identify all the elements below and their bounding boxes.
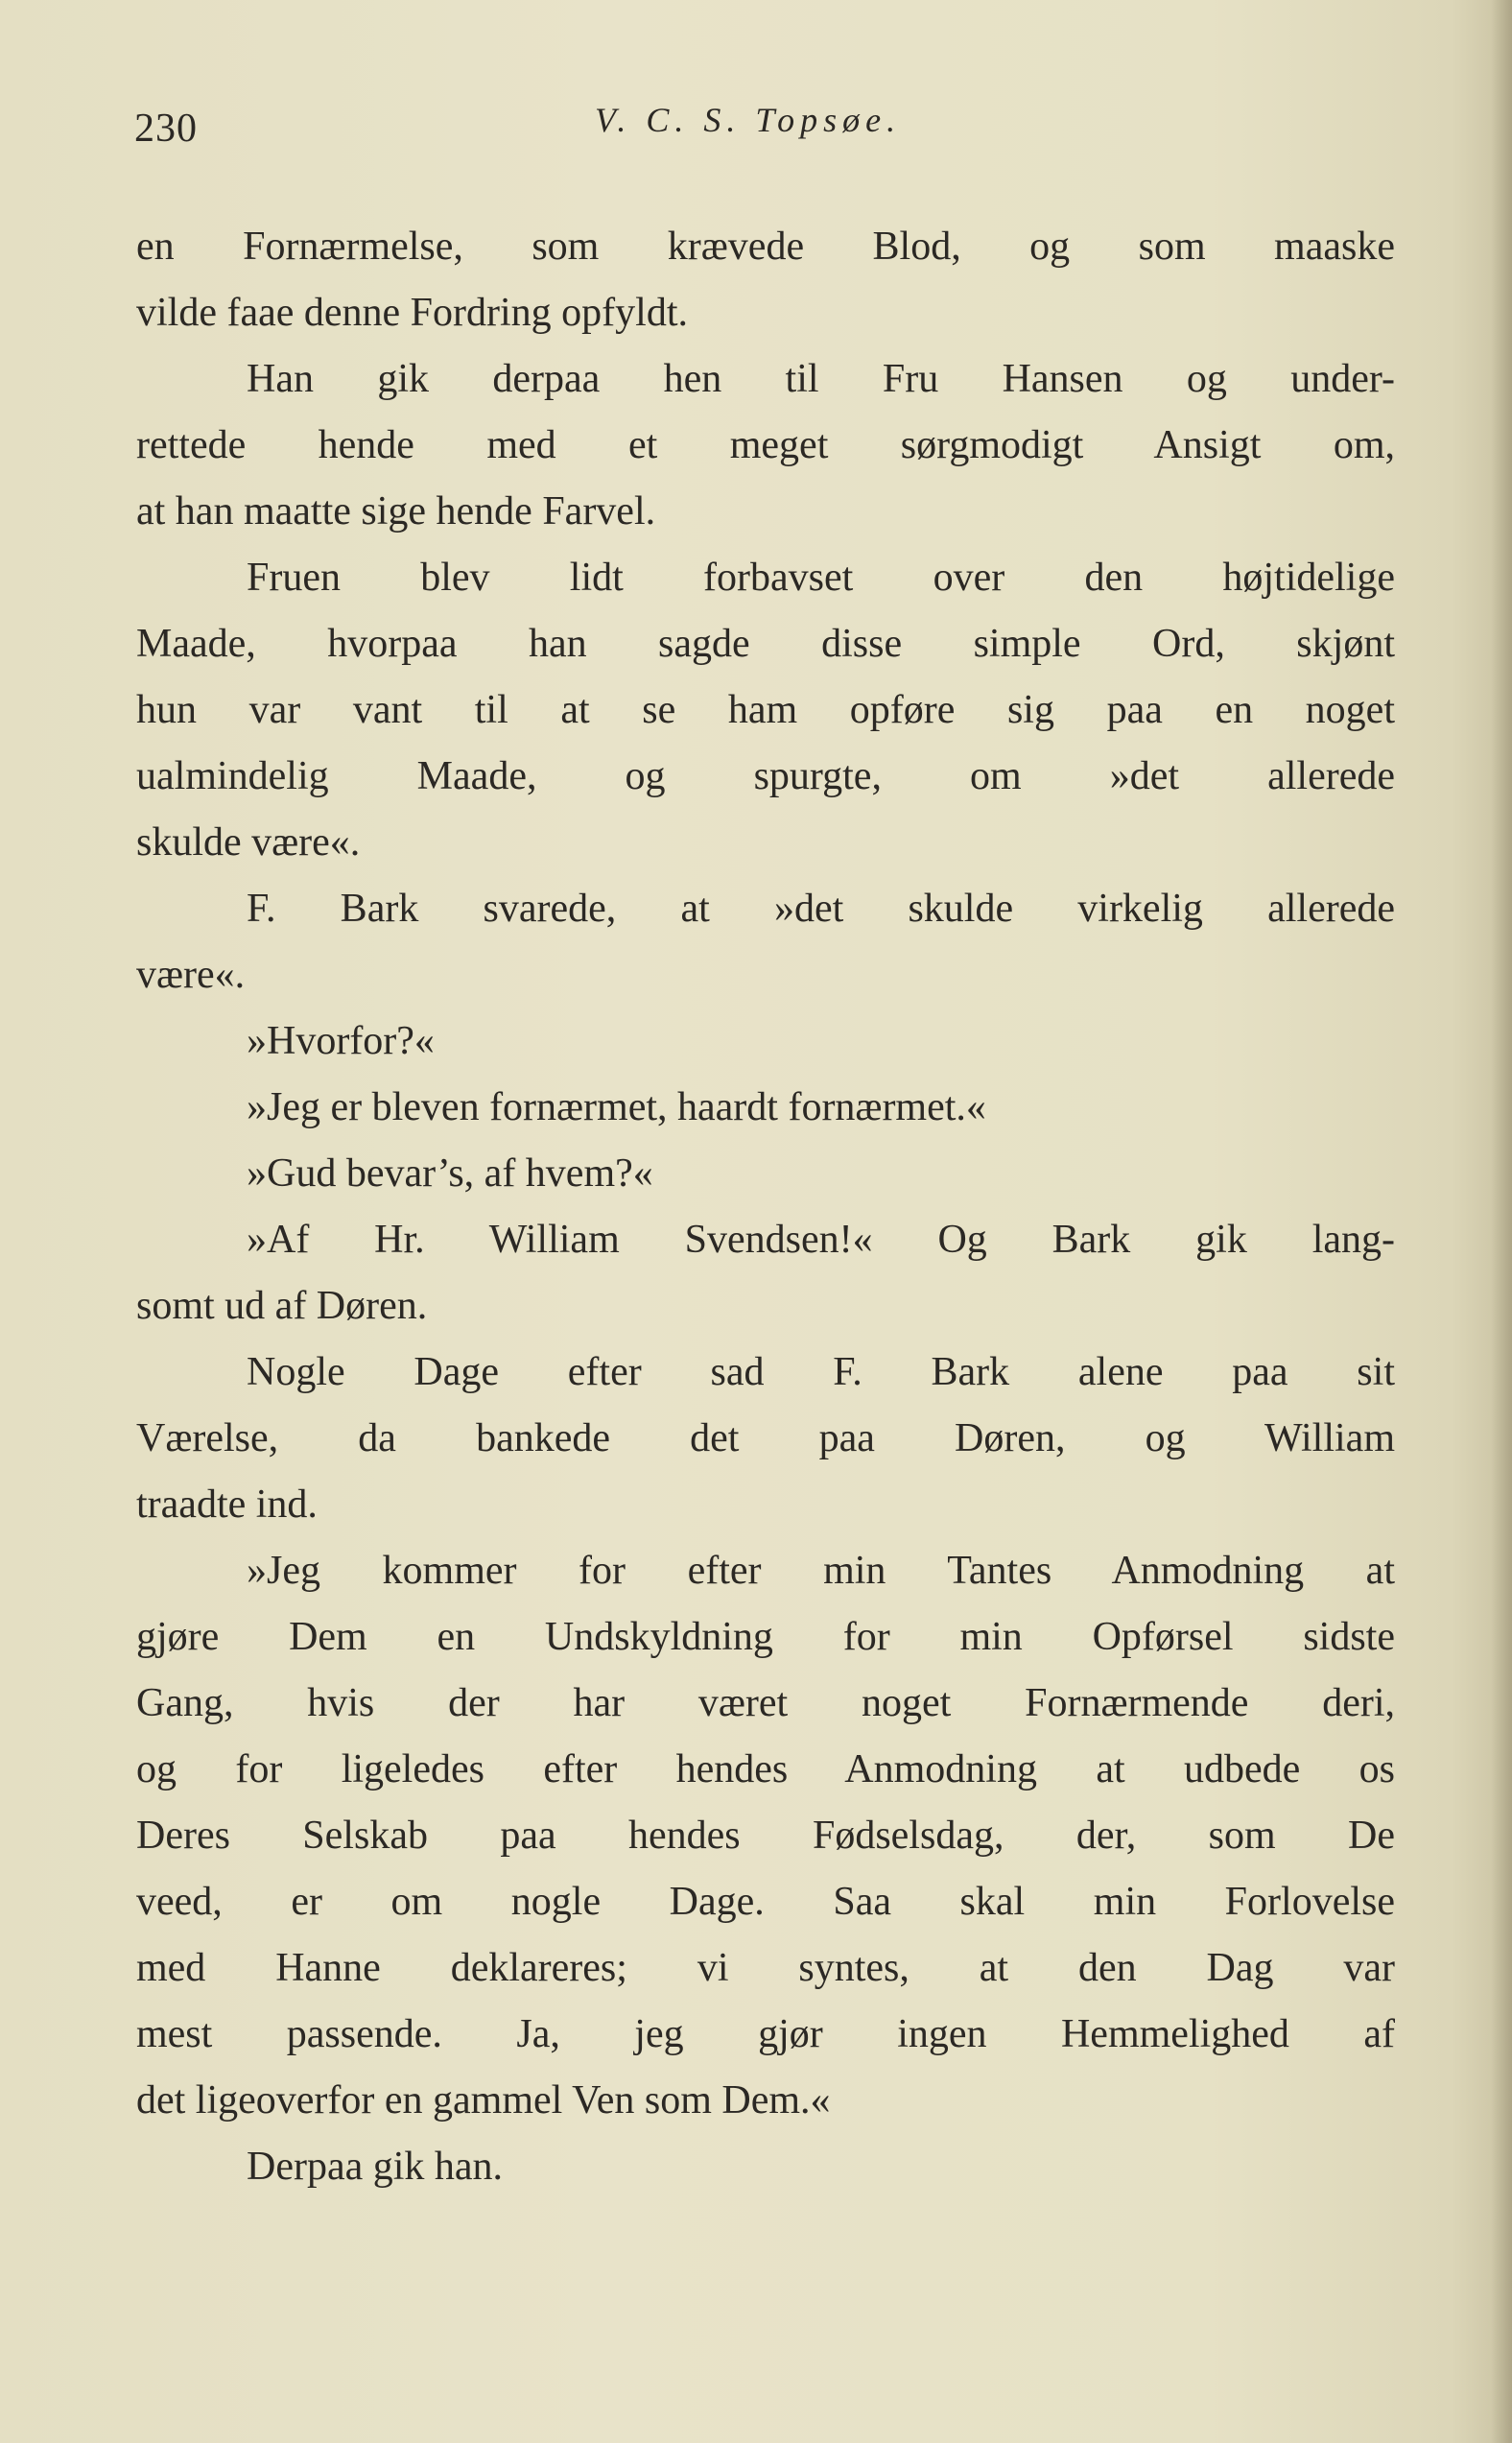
text-line: Nogle Dage efter sad F. Bark alene paa sit bbox=[247, 1350, 1395, 1394]
text-line: Gang, hvis der har været noget Fornærmende deri, bbox=[136, 1681, 1395, 1725]
text-line: en Fornærmelse, som krævede Blod, og som maaske bbox=[136, 225, 1395, 269]
text-line: Maade, hvorpaa han sagde disse simple Ord, skjønt bbox=[136, 622, 1395, 666]
text-line: »Jeg er bleven fornærmet, haardt fornærmet.« bbox=[247, 1085, 986, 1129]
text-line: mest passende. Ja, jeg gjør ingen Hemmelighed af bbox=[136, 2012, 1395, 2056]
text-line: og for ligeledes efter hendes Anmodning at udbede os bbox=[136, 1747, 1395, 1791]
text-line: hun var vant til at se ham opføre sig paa en noget bbox=[136, 688, 1395, 732]
text-line: somt ud af Døren. bbox=[136, 1284, 428, 1328]
text-line: »Gud bevar’s, af hvem?« bbox=[247, 1151, 653, 1196]
text-line: det ligeoverfor en gammel Ven som Dem.« bbox=[136, 2078, 831, 2123]
page-number: 230 bbox=[134, 107, 198, 151]
running-title: V. C. S. Topsøe. bbox=[595, 101, 902, 139]
text-line: skulde være«. bbox=[136, 820, 361, 865]
text-line: rettede hende med et meget sørgmodigt Ansigt om, bbox=[136, 423, 1395, 467]
text-line: »Hvorfor?« bbox=[247, 1019, 435, 1063]
text-line: veed, er om nogle Dage. Saa skal min Forlovelse bbox=[136, 1880, 1395, 1924]
text-line: Værelse, da bankede det paa Døren, og William bbox=[136, 1416, 1395, 1460]
text-line: traadte ind. bbox=[136, 1482, 318, 1527]
text-line: »Jeg kommer for efter min Tantes Anmodning at bbox=[247, 1549, 1395, 1593]
text-line: vilde faae denne Fordring opfyldt. bbox=[136, 291, 688, 335]
text-line: »Af Hr. William Svendsen!« Og Bark gik lang- bbox=[247, 1218, 1395, 1262]
text-line: Derpaa gik han. bbox=[247, 2145, 504, 2189]
text-line: Han gik derpaa hen til Fru Hansen og under- bbox=[247, 357, 1395, 401]
text-line: ualmindelig Maade, og spurgte, om »det allerede bbox=[136, 754, 1395, 798]
page-edge-shadow bbox=[1491, 0, 1512, 2443]
text-line: med Hanne deklareres; vi syntes, at den Dag var bbox=[136, 1946, 1395, 1990]
running-head bbox=[134, 96, 1401, 154]
body-text bbox=[136, 214, 1395, 2200]
text-line: være«. bbox=[136, 953, 246, 997]
text-line: Deres Selskab paa hendes Fødselsdag, der, som De bbox=[136, 1814, 1395, 1858]
text-line: F. Bark svarede, at »det skulde virkelig allerede bbox=[247, 887, 1395, 931]
text-line: at han maatte sige hende Farvel. bbox=[136, 489, 656, 534]
text-line: gjøre Dem en Undskyldning for min Opførsel sidste bbox=[136, 1615, 1395, 1659]
text-line: Fruen blev lidt forbavset over den højtidelige bbox=[247, 556, 1395, 600]
